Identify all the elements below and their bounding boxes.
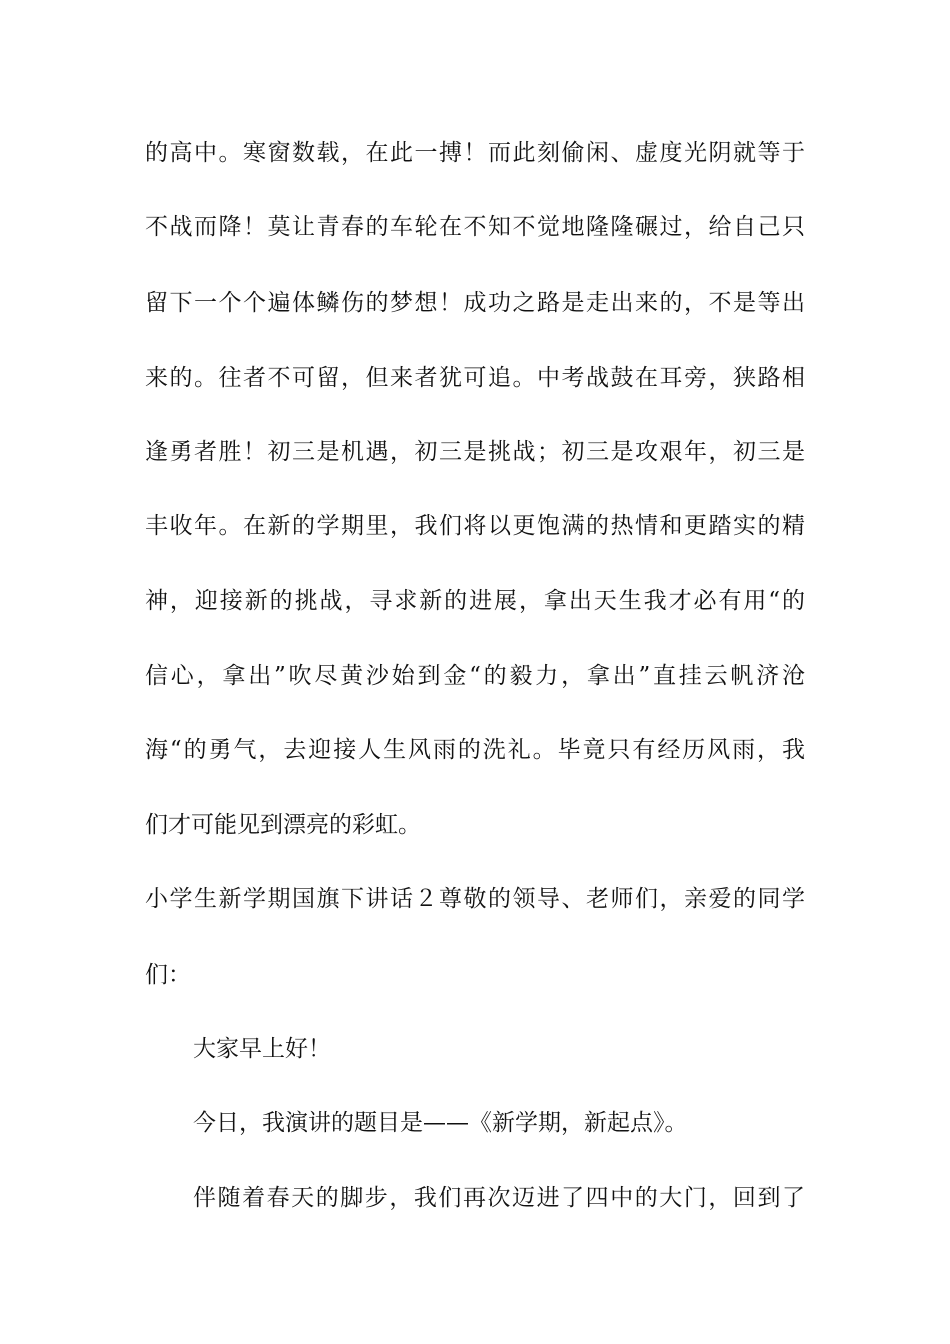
body-text-line: 的高中。寒窗数载，在此一搏！而此刻偷闲、虚度光阴就等于 [145, 140, 805, 166]
body-text-line: 来的。往者不可留，但来者犹可追。中考战鼓在耳旁，狭路相 [145, 365, 805, 391]
body-text-line: 不战而降！莫让青春的车轮在不知不觉地隆隆碾过，给自己只 [145, 214, 805, 240]
body-text-line: 逢勇者胜！初三是机遇，初三是挑战；初三是攻艰年，初三是 [145, 439, 805, 465]
body-text-line: 伴随着春天的脚步，我们再次迈进了四中的大门，回到了 [193, 1185, 805, 1211]
body-text-line: 留下一个个遍体鳞伤的梦想！成功之路是走出来的，不是等出 [145, 290, 805, 316]
body-text-line: 神，迎接新的挑战，寻求新的进展，拿出天生我才必有用“的 [145, 588, 805, 614]
greeting-line: 大家早上好！ [193, 1036, 331, 1062]
body-text-line: 信心，拿出”吹尽黄沙始到金“的毅力，拿出”直挂云帆济沧 [145, 663, 805, 689]
section-heading-line: 们： [145, 962, 191, 988]
body-text-line: 海“的勇气，去迎接人生风雨的洗礼。毕竟只有经历风雨，我 [145, 737, 805, 763]
topic-line: 今日，我演讲的题目是——《新学期，新起点》。 [193, 1110, 688, 1136]
section-heading-line: 小学生新学期国旗下讲话２尊敬的领导、老师们，亲爱的同学 [145, 886, 805, 912]
body-text-line: 丰收年。在新的学期里，我们将以更饱满的热情和更踏实的精 [145, 513, 805, 539]
body-text-line: 们才可能见到漂亮的彩虹。 [145, 812, 421, 838]
